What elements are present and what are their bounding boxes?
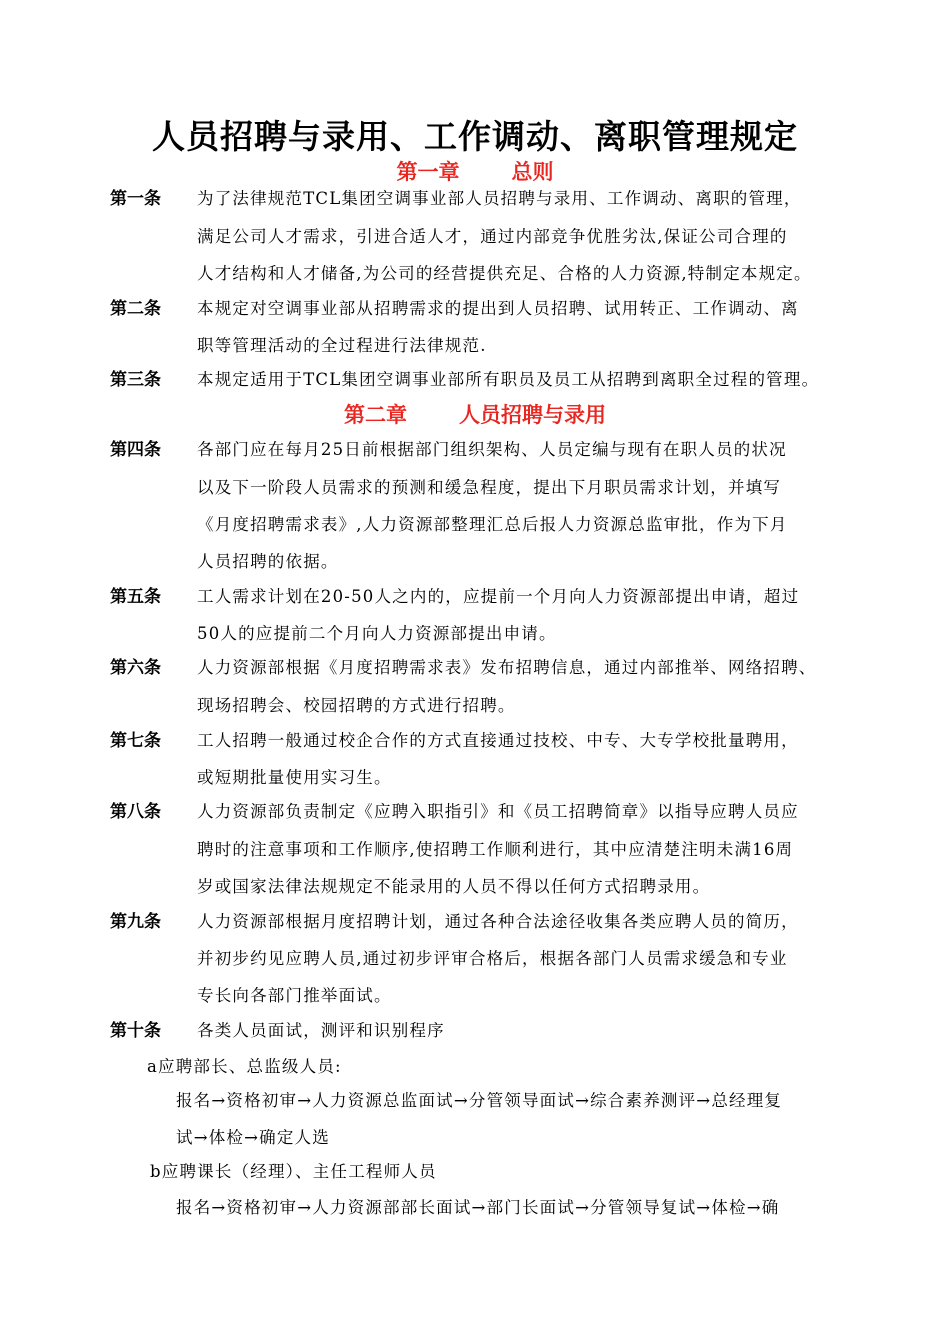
article-text-line: 人才结构和人才储备,为公司的经营提供充足、合格的人力资源,特制定本规定。: [197, 264, 812, 283]
article-label: 第十条: [110, 1021, 161, 1041]
process-flow-line: 试→体检→确定人选: [176, 1128, 330, 1147]
article-text-line: 职等管理活动的全过程进行法律规范.: [197, 336, 487, 355]
chapter-heading: [0, 158, 950, 186]
article-label: 第三条: [110, 370, 161, 390]
chapter-number: 第一章: [396, 160, 460, 184]
article-text-line: 工人需求计划在20-50人之内的，应提前一个月向人力资源部提出申请，超过: [197, 587, 800, 606]
process-flow-line: 报名→资格初审→人力资源总监面试→分管领导面试→综合素养测评→总经理复: [176, 1091, 783, 1110]
chapter-name: 人员招聘与录用: [459, 403, 606, 427]
article-text-line: 以及下一阶段人员需求的预测和缓急程度，提出下月职员需求计划，并填写: [197, 478, 782, 497]
article-text-line: 满足公司人才需求，引进合适人才，通过内部竞争优胜劣汰,保证公司合理的: [197, 227, 788, 246]
article-text-line: 现场招聘会、校园招聘的方式进行招聘。: [197, 696, 516, 715]
article-label: 第七条: [110, 731, 161, 751]
article-text-line: 各部门应在每月25日前根据部门组织架构、人员定编与现有在职人员的状况: [197, 440, 787, 459]
article-text-line: 岁或国家法律法规规定不能录用的人员不得以任何方式招聘录用。: [197, 877, 711, 896]
article-text-line: 并初步约见应聘人员,通过初步评审合格后，根据各部门人员需求缓急和专业: [197, 949, 788, 968]
article-label: 第四条: [110, 440, 161, 460]
article-text-line: 专长向各部门推举面试。: [197, 986, 392, 1005]
article-label: 第八条: [110, 802, 161, 822]
sub-item-heading: b应聘课长（经理）、主任工程师人员: [150, 1162, 437, 1181]
article-text-line: 本规定适用于TCL集团空调事业部所有职员及员工从招聘到离职全过程的管理。: [197, 370, 820, 389]
article-text-line: 50人的应提前二个月向人力资源部提出申请。: [197, 624, 557, 643]
article-text-line: 各类人员面试，测评和识别程序: [197, 1021, 445, 1040]
article-text-line: 人力资源部负责制定《应聘入职指引》和《员工招聘简章》以指导应聘人员应: [197, 802, 799, 821]
article-text-line: 人力资源部根据月度招聘计划，通过各种合法途径收集各类应聘人员的简历，: [197, 912, 799, 931]
article-label: 第二条: [110, 299, 161, 319]
chapter-number: 第二章: [344, 403, 407, 427]
article-label: 第九条: [110, 912, 161, 932]
process-flow-line: 报名→资格初审→人力资源部部长面试→部门长面试→分管领导复试→体检→确: [176, 1198, 780, 1217]
article-label: 第六条: [110, 658, 161, 678]
article-label: 第五条: [110, 587, 161, 607]
article-text-line: 为了法律规范TCL集团空调事业部人员招聘与录用、工作调动、离职的管理，: [197, 189, 802, 208]
article-text-line: 本规定对空调事业部从招聘需求的提出到人员招聘、试用转正、工作调动、离: [197, 299, 799, 318]
article-label: 第一条: [110, 189, 161, 209]
article-text-line: 人员招聘的依据。: [197, 552, 339, 571]
document-title: 人员招聘与录用、工作调动、离职管理规定: [152, 117, 798, 156]
sub-item-heading: a应聘部长、总监级人员:: [147, 1057, 342, 1076]
article-text-line: 或短期批量使用实习生。: [197, 768, 392, 787]
chapter-heading: [0, 401, 950, 429]
article-text-line: 《月度招聘需求表》,人力资源部整理汇总后报人力资源总监审批，作为下月: [197, 515, 788, 534]
article-text-line: 聘时的注意事项和工作顺序,使招聘工作顺利进行，其中应清楚注明未满16周: [197, 840, 794, 859]
article-text-line: 工人招聘一般通过校企合作的方式直接通过技校、中专、大专学校批量聘用，: [197, 731, 799, 750]
chapter-name: 总则: [511, 160, 554, 184]
article-text-line: 人力资源部根据《月度招聘需求表》发布招聘信息，通过内部推举、网络招聘、: [197, 658, 817, 677]
